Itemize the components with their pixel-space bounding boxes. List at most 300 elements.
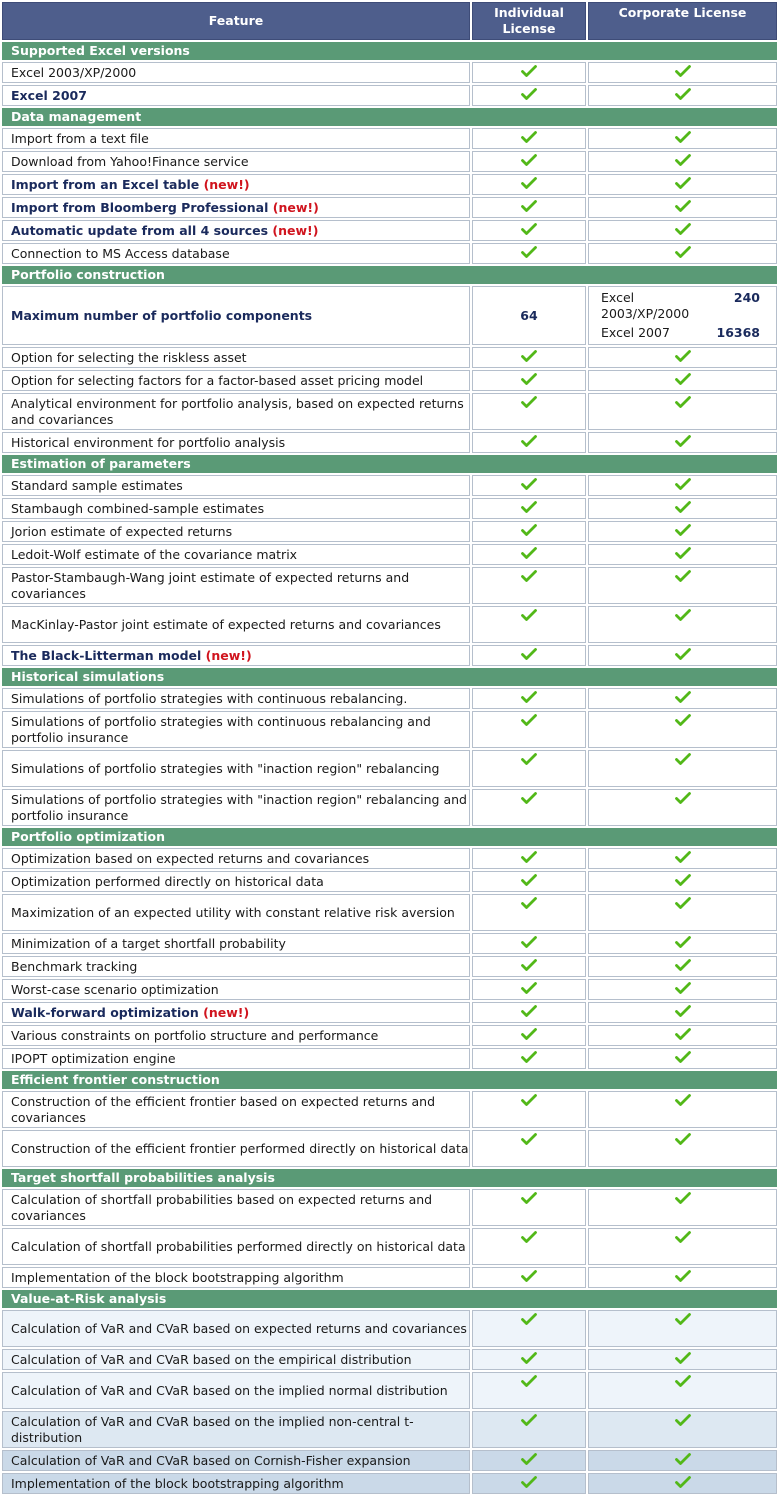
new-badge: (new!) [203, 176, 250, 192]
checkmark-icon [675, 713, 691, 727]
checkmark-icon [675, 850, 691, 864]
feature-row [2, 711, 777, 748]
checkmark-icon [675, 1191, 691, 1205]
individual-check-cell [472, 979, 586, 1000]
feature-row [2, 1310, 777, 1347]
feature-label-cell [2, 1130, 470, 1167]
feature-row [2, 286, 777, 345]
section-header [2, 1290, 777, 1308]
feature-label: Implementation of the block bootstrapping algorithm [11, 1269, 344, 1285]
feature-row [2, 1091, 777, 1128]
feature-row [2, 1025, 777, 1046]
corporate-check-cell [588, 220, 777, 241]
feature-label-cell [2, 521, 470, 542]
feature-row [2, 521, 777, 542]
checkmark-icon [521, 222, 537, 236]
corporate-check-cell [588, 1267, 777, 1288]
feature-label: Simulations of portfolio strategies with "inaction region" rebalancing [11, 760, 440, 776]
max-components-value: 240 [733, 290, 760, 305]
corporate-check-cell [588, 1130, 777, 1167]
checkmark-icon [521, 546, 537, 560]
individual-check-cell [472, 1372, 586, 1409]
feature-row [2, 871, 777, 892]
feature-row [2, 1130, 777, 1167]
new-badge: (new!) [272, 199, 319, 215]
individual-check-cell [472, 956, 586, 977]
corporate-check-cell [588, 956, 777, 977]
checkmark-icon [675, 176, 691, 190]
feature-row [2, 750, 777, 787]
individual-check-cell [472, 174, 586, 195]
feature-label-cell [2, 750, 470, 787]
table-header-row [2, 2, 777, 40]
checkmark-icon [521, 199, 537, 213]
individual-check-cell [472, 871, 586, 892]
feature-label: IPOPT optimization engine [11, 1050, 176, 1066]
corporate-check-cell [588, 1189, 777, 1226]
checkmark-icon [521, 1312, 537, 1326]
individual-check-cell [472, 1025, 586, 1046]
section-header [2, 1169, 777, 1187]
feature-label-cell [2, 1228, 470, 1265]
checkmark-icon [521, 395, 537, 409]
feature-label-cell [2, 498, 470, 519]
individual-check-cell [472, 1002, 586, 1023]
feature-label: The Black-Litterman model [11, 647, 202, 663]
checkmark-icon [521, 434, 537, 448]
feature-label: Analytical environment for portfolio analysis, based on expected returns and covariances [11, 395, 464, 427]
checkmark-icon [521, 713, 537, 727]
feature-label: Maximization of an expected utility with constant relative risk aversion [11, 904, 455, 920]
feature-label-cell [2, 933, 470, 954]
checkmark-icon [521, 1269, 537, 1283]
feature-label: Import from an Excel table [11, 176, 200, 192]
corporate-check-cell [588, 894, 777, 931]
section-title: Efficient frontier construction [2, 1071, 777, 1089]
feature-row [2, 1411, 777, 1448]
checkmark-icon [675, 477, 691, 491]
feature-label: Option for selecting factors for a factor-based asset pricing model [11, 372, 424, 388]
corporate-check-cell [588, 174, 777, 195]
feature-row [2, 475, 777, 496]
checkmark-icon [675, 1093, 691, 1107]
feature-label-cell [2, 62, 470, 83]
checkmark-icon [675, 434, 691, 448]
checkmark-icon [521, 1050, 537, 1064]
individual-check-cell [472, 62, 586, 83]
feature-label-cell [2, 347, 470, 368]
individual-check-cell [472, 220, 586, 241]
checkmark-icon [521, 477, 537, 491]
feature-row [2, 606, 777, 643]
feature-label: Optimization based on expected returns and covariances [11, 850, 370, 866]
feature-label: MacKinlay-Pastor joint estimate of expected returns and covariances [11, 616, 441, 632]
checkmark-icon [675, 981, 691, 995]
feature-row [2, 347, 777, 368]
checkmark-icon [675, 87, 691, 101]
feature-label: Ledoit-Wolf estimate of the covariance matrix [11, 546, 298, 562]
checkmark-icon [675, 752, 691, 766]
individual-license-column-header: Individual License [472, 2, 586, 40]
feature-label: Historical environment for portfolio analysis [11, 434, 286, 450]
feature-row [2, 688, 777, 709]
checkmark-icon [521, 896, 537, 910]
feature-row [2, 894, 777, 931]
feature-label-cell [2, 606, 470, 643]
individual-check-cell [472, 151, 586, 172]
section-header [2, 1071, 777, 1089]
checkmark-icon [521, 569, 537, 583]
feature-label: Simulations of portfolio strategies with "inaction region" rebalancing and portfolio insurance [11, 791, 467, 823]
corporate-check-cell [588, 393, 777, 430]
individual-check-cell [472, 370, 586, 391]
checkmark-icon [675, 647, 691, 661]
feature-label-cell [2, 1189, 470, 1226]
corporate-check-cell [588, 521, 777, 542]
individual-check-cell [472, 475, 586, 496]
individual-check-cell [472, 432, 586, 453]
checkmark-icon [675, 130, 691, 144]
checkmark-icon [521, 1452, 537, 1466]
corporate-check-cell [588, 370, 777, 391]
corporate-check-cell [588, 498, 777, 519]
feature-label-cell [2, 956, 470, 977]
individual-check-cell [472, 521, 586, 542]
checkmark-icon [675, 199, 691, 213]
checkmark-icon [521, 245, 537, 259]
feature-label-cell [2, 1473, 470, 1494]
feature-row [2, 848, 777, 869]
corporate-check-cell [588, 475, 777, 496]
feature-label: Excel 2007 [11, 87, 87, 103]
checkmark-icon [521, 372, 537, 386]
individual-check-cell [472, 789, 586, 826]
individual-check-cell [472, 1473, 586, 1494]
individual-check-cell [472, 544, 586, 565]
corporate-check-cell [588, 1473, 777, 1494]
checkmark-icon [521, 1374, 537, 1388]
feature-label-cell [2, 1025, 470, 1046]
feature-row [2, 789, 777, 826]
checkmark-icon [675, 523, 691, 537]
corporate-check-cell [588, 750, 777, 787]
feature-label-cell [2, 1372, 470, 1409]
checkmark-icon [675, 349, 691, 363]
checkmark-icon [521, 647, 537, 661]
checkmark-icon [675, 873, 691, 887]
checkmark-icon [521, 523, 537, 537]
checkmark-icon [675, 569, 691, 583]
checkmark-icon [521, 1132, 537, 1146]
feature-label: Excel 2003/XP/2000 [11, 64, 137, 80]
feature-label: Simulations of portfolio strategies with continuous rebalancing. [11, 690, 408, 706]
corporate-check-cell [588, 606, 777, 643]
feature-label: Calculation of VaR and CVaR based on the implied normal distribution [11, 1382, 448, 1398]
feature-label: Optimization performed directly on historical data [11, 873, 324, 889]
section-header [2, 266, 777, 284]
individual-check-cell [472, 688, 586, 709]
section-header [2, 668, 777, 686]
feature-row [2, 956, 777, 977]
feature-label: Construction of the efficient frontier based on expected returns and covariances [11, 1093, 436, 1125]
feature-label-cell [2, 645, 470, 666]
feature-row [2, 1228, 777, 1265]
corporate-check-cell [588, 645, 777, 666]
table-body [2, 42, 777, 1494]
corporate-values-cell [588, 286, 777, 345]
feature-row [2, 393, 777, 430]
section-title: Value-at-Risk analysis [2, 1290, 777, 1308]
feature-row [2, 62, 777, 83]
feature-label: Maximum number of portfolio components [11, 307, 313, 323]
feature-row [2, 220, 777, 241]
new-badge: (new!) [205, 647, 252, 663]
feature-row [2, 370, 777, 391]
feature-label-cell [2, 979, 470, 1000]
feature-label: Calculation of shortfall probabilities performed directly on historical data [11, 1238, 466, 1254]
checkmark-icon [675, 1312, 691, 1326]
corporate-value-line [601, 325, 760, 341]
corporate-check-cell [588, 871, 777, 892]
section-header [2, 455, 777, 473]
section-title: Supported Excel versions [2, 42, 777, 60]
individual-check-cell [472, 606, 586, 643]
feature-label: Various constraints on portfolio structure and performance [11, 1027, 379, 1043]
feature-label: Option for selecting the riskless asset [11, 349, 247, 365]
checkmark-icon [675, 935, 691, 949]
checkmark-icon [521, 130, 537, 144]
feature-label-cell [2, 286, 470, 345]
checkmark-icon [521, 608, 537, 622]
feature-label-cell [2, 174, 470, 195]
corporate-check-cell [588, 1411, 777, 1448]
corporate-check-cell [588, 1091, 777, 1128]
feature-row [2, 174, 777, 195]
max-components-value: 16368 [716, 325, 760, 340]
feature-row [2, 151, 777, 172]
section-title: Historical simulations [2, 668, 777, 686]
feature-label: Jorion estimate of expected returns [11, 523, 233, 539]
checkmark-icon [675, 1004, 691, 1018]
individual-check-cell [472, 347, 586, 368]
corporate-check-cell [588, 85, 777, 106]
feature-column-header: Feature [2, 2, 470, 40]
feature-row [2, 1189, 777, 1226]
corporate-check-cell [588, 432, 777, 453]
feature-row [2, 243, 777, 264]
feature-label-cell [2, 220, 470, 241]
checkmark-icon [521, 935, 537, 949]
checkmark-icon [521, 176, 537, 190]
feature-label-cell [2, 432, 470, 453]
individual-check-cell [472, 197, 586, 218]
feature-label-cell [2, 370, 470, 391]
feature-label-cell [2, 544, 470, 565]
section-title: Estimation of parameters [2, 455, 777, 473]
individual-check-cell [472, 393, 586, 430]
individual-check-cell [472, 1267, 586, 1288]
checkmark-icon [675, 546, 691, 560]
corporate-check-cell [588, 544, 777, 565]
checkmark-icon [521, 153, 537, 167]
feature-row [2, 197, 777, 218]
individual-check-cell [472, 711, 586, 748]
feature-label: Calculation of VaR and CVaR based on expected returns and covariances [11, 1320, 467, 1336]
feature-label-cell [2, 475, 470, 496]
corporate-check-cell [588, 1048, 777, 1069]
corporate-check-cell [588, 1310, 777, 1347]
corporate-check-cell [588, 1002, 777, 1023]
feature-label: Worst-case scenario optimization [11, 981, 219, 997]
feature-row [2, 1267, 777, 1288]
individual-check-cell [472, 128, 586, 149]
section-title: Portfolio optimization [2, 828, 777, 846]
checkmark-icon [675, 64, 691, 78]
corporate-check-cell [588, 979, 777, 1000]
checkmark-icon [521, 958, 537, 972]
feature-row [2, 979, 777, 1000]
new-badge: (new!) [203, 1004, 250, 1020]
new-badge: (new!) [272, 222, 319, 238]
checkmark-icon [675, 1050, 691, 1064]
feature-label-cell [2, 243, 470, 264]
checkmark-icon [675, 608, 691, 622]
corporate-check-cell [588, 128, 777, 149]
individual-check-cell [472, 1130, 586, 1167]
feature-label: Import from Bloomberg Professional [11, 199, 269, 215]
feature-label-cell [2, 711, 470, 748]
checkmark-icon [675, 153, 691, 167]
feature-row [2, 1048, 777, 1069]
checkmark-icon [521, 500, 537, 514]
checkmark-icon [675, 1269, 691, 1283]
checkmark-icon [521, 1004, 537, 1018]
corporate-check-cell [588, 1228, 777, 1265]
checkmark-icon [675, 222, 691, 236]
checkmark-icon [675, 958, 691, 972]
individual-check-cell [472, 498, 586, 519]
checkmark-icon [521, 1475, 537, 1489]
feature-label: Standard sample estimates [11, 477, 183, 493]
feature-label: Calculation of shortfall probabilities based on expected returns and covariances [11, 1191, 433, 1223]
feature-label-cell [2, 1267, 470, 1288]
individual-check-cell [472, 750, 586, 787]
checkmark-icon [521, 64, 537, 78]
checkmark-icon [675, 372, 691, 386]
feature-label-cell [2, 848, 470, 869]
feature-label: Calculation of VaR and CVaR based on the implied non-central t-distribution [11, 1413, 414, 1445]
feature-row [2, 1473, 777, 1494]
feature-row [2, 645, 777, 666]
feature-row [2, 1372, 777, 1409]
individual-check-cell [472, 848, 586, 869]
individual-check-cell [472, 1048, 586, 1069]
feature-label-cell [2, 1002, 470, 1023]
individual-check-cell [472, 894, 586, 931]
feature-label: Automatic update from all 4 sources [11, 222, 269, 238]
feature-label-cell [2, 85, 470, 106]
feature-label: Stambaugh combined-sample estimates [11, 500, 265, 516]
corporate-check-cell [588, 688, 777, 709]
checkmark-icon [675, 395, 691, 409]
feature-row [2, 1349, 777, 1370]
corporate-check-cell [588, 347, 777, 368]
corporate-check-cell [588, 711, 777, 748]
feature-label: Walk-forward optimization [11, 1004, 199, 1020]
feature-label: Benchmark tracking [11, 958, 138, 974]
checkmark-icon [521, 1191, 537, 1205]
corporate-check-cell [588, 243, 777, 264]
corporate-values [597, 287, 776, 344]
individual-check-cell [472, 1349, 586, 1370]
corporate-check-cell [588, 567, 777, 604]
feature-label-cell [2, 871, 470, 892]
feature-label-cell [2, 1048, 470, 1069]
checkmark-icon [675, 1027, 691, 1041]
feature-row [2, 498, 777, 519]
individual-check-cell [472, 933, 586, 954]
corporate-check-cell [588, 1025, 777, 1046]
corporate-check-cell [588, 789, 777, 826]
feature-label: Implementation of the block bootstrapping algorithm [11, 1475, 344, 1491]
feature-label: Minimization of a target shortfall probability [11, 935, 286, 951]
section-header [2, 42, 777, 60]
feature-label-cell [2, 151, 470, 172]
individual-check-cell [472, 1310, 586, 1347]
feature-label: Connection to MS Access database [11, 245, 230, 261]
checkmark-icon [675, 1230, 691, 1244]
checkmark-icon [521, 1093, 537, 1107]
feature-label-cell [2, 197, 470, 218]
individual-check-cell [472, 1450, 586, 1471]
corporate-value-line [601, 290, 760, 322]
checkmark-icon [675, 1374, 691, 1388]
checkmark-icon [521, 1230, 537, 1244]
section-title: Portfolio construction [2, 266, 777, 284]
checkmark-icon [521, 752, 537, 766]
feature-label-cell [2, 1450, 470, 1471]
feature-label-cell [2, 894, 470, 931]
checkmark-icon [675, 245, 691, 259]
feature-label-cell [2, 567, 470, 604]
checkmark-icon [675, 690, 691, 704]
feature-row [2, 432, 777, 453]
feature-label: Download from Yahoo!Finance service [11, 153, 249, 169]
feature-label: Simulations of portfolio strategies with continuous rebalancing and portfolio insurance [11, 713, 431, 745]
checkmark-icon [675, 896, 691, 910]
feature-row [2, 1450, 777, 1471]
individual-check-cell [472, 243, 586, 264]
excel-version-label: Excel 2007 [601, 325, 670, 340]
feature-label: Pastor-Stambaugh-Wang joint estimate of expected returns and covariances [11, 569, 410, 601]
section-title: Data management [2, 108, 777, 126]
feature-row [2, 567, 777, 604]
excel-version-label: Excel 2003/XP/2000 [601, 290, 690, 321]
feature-row [2, 128, 777, 149]
feature-label-cell [2, 688, 470, 709]
feature-label-cell [2, 1349, 470, 1370]
checkmark-icon [675, 791, 691, 805]
section-header [2, 108, 777, 126]
checkmark-icon [675, 1475, 691, 1489]
corporate-check-cell [588, 1349, 777, 1370]
individual-value: 64 [472, 286, 586, 345]
feature-row [2, 544, 777, 565]
feature-label: Calculation of VaR and CVaR based on Cornish-Fisher expansion [11, 1452, 411, 1468]
corporate-check-cell [588, 1372, 777, 1409]
checkmark-icon [521, 1413, 537, 1427]
individual-check-cell [472, 85, 586, 106]
